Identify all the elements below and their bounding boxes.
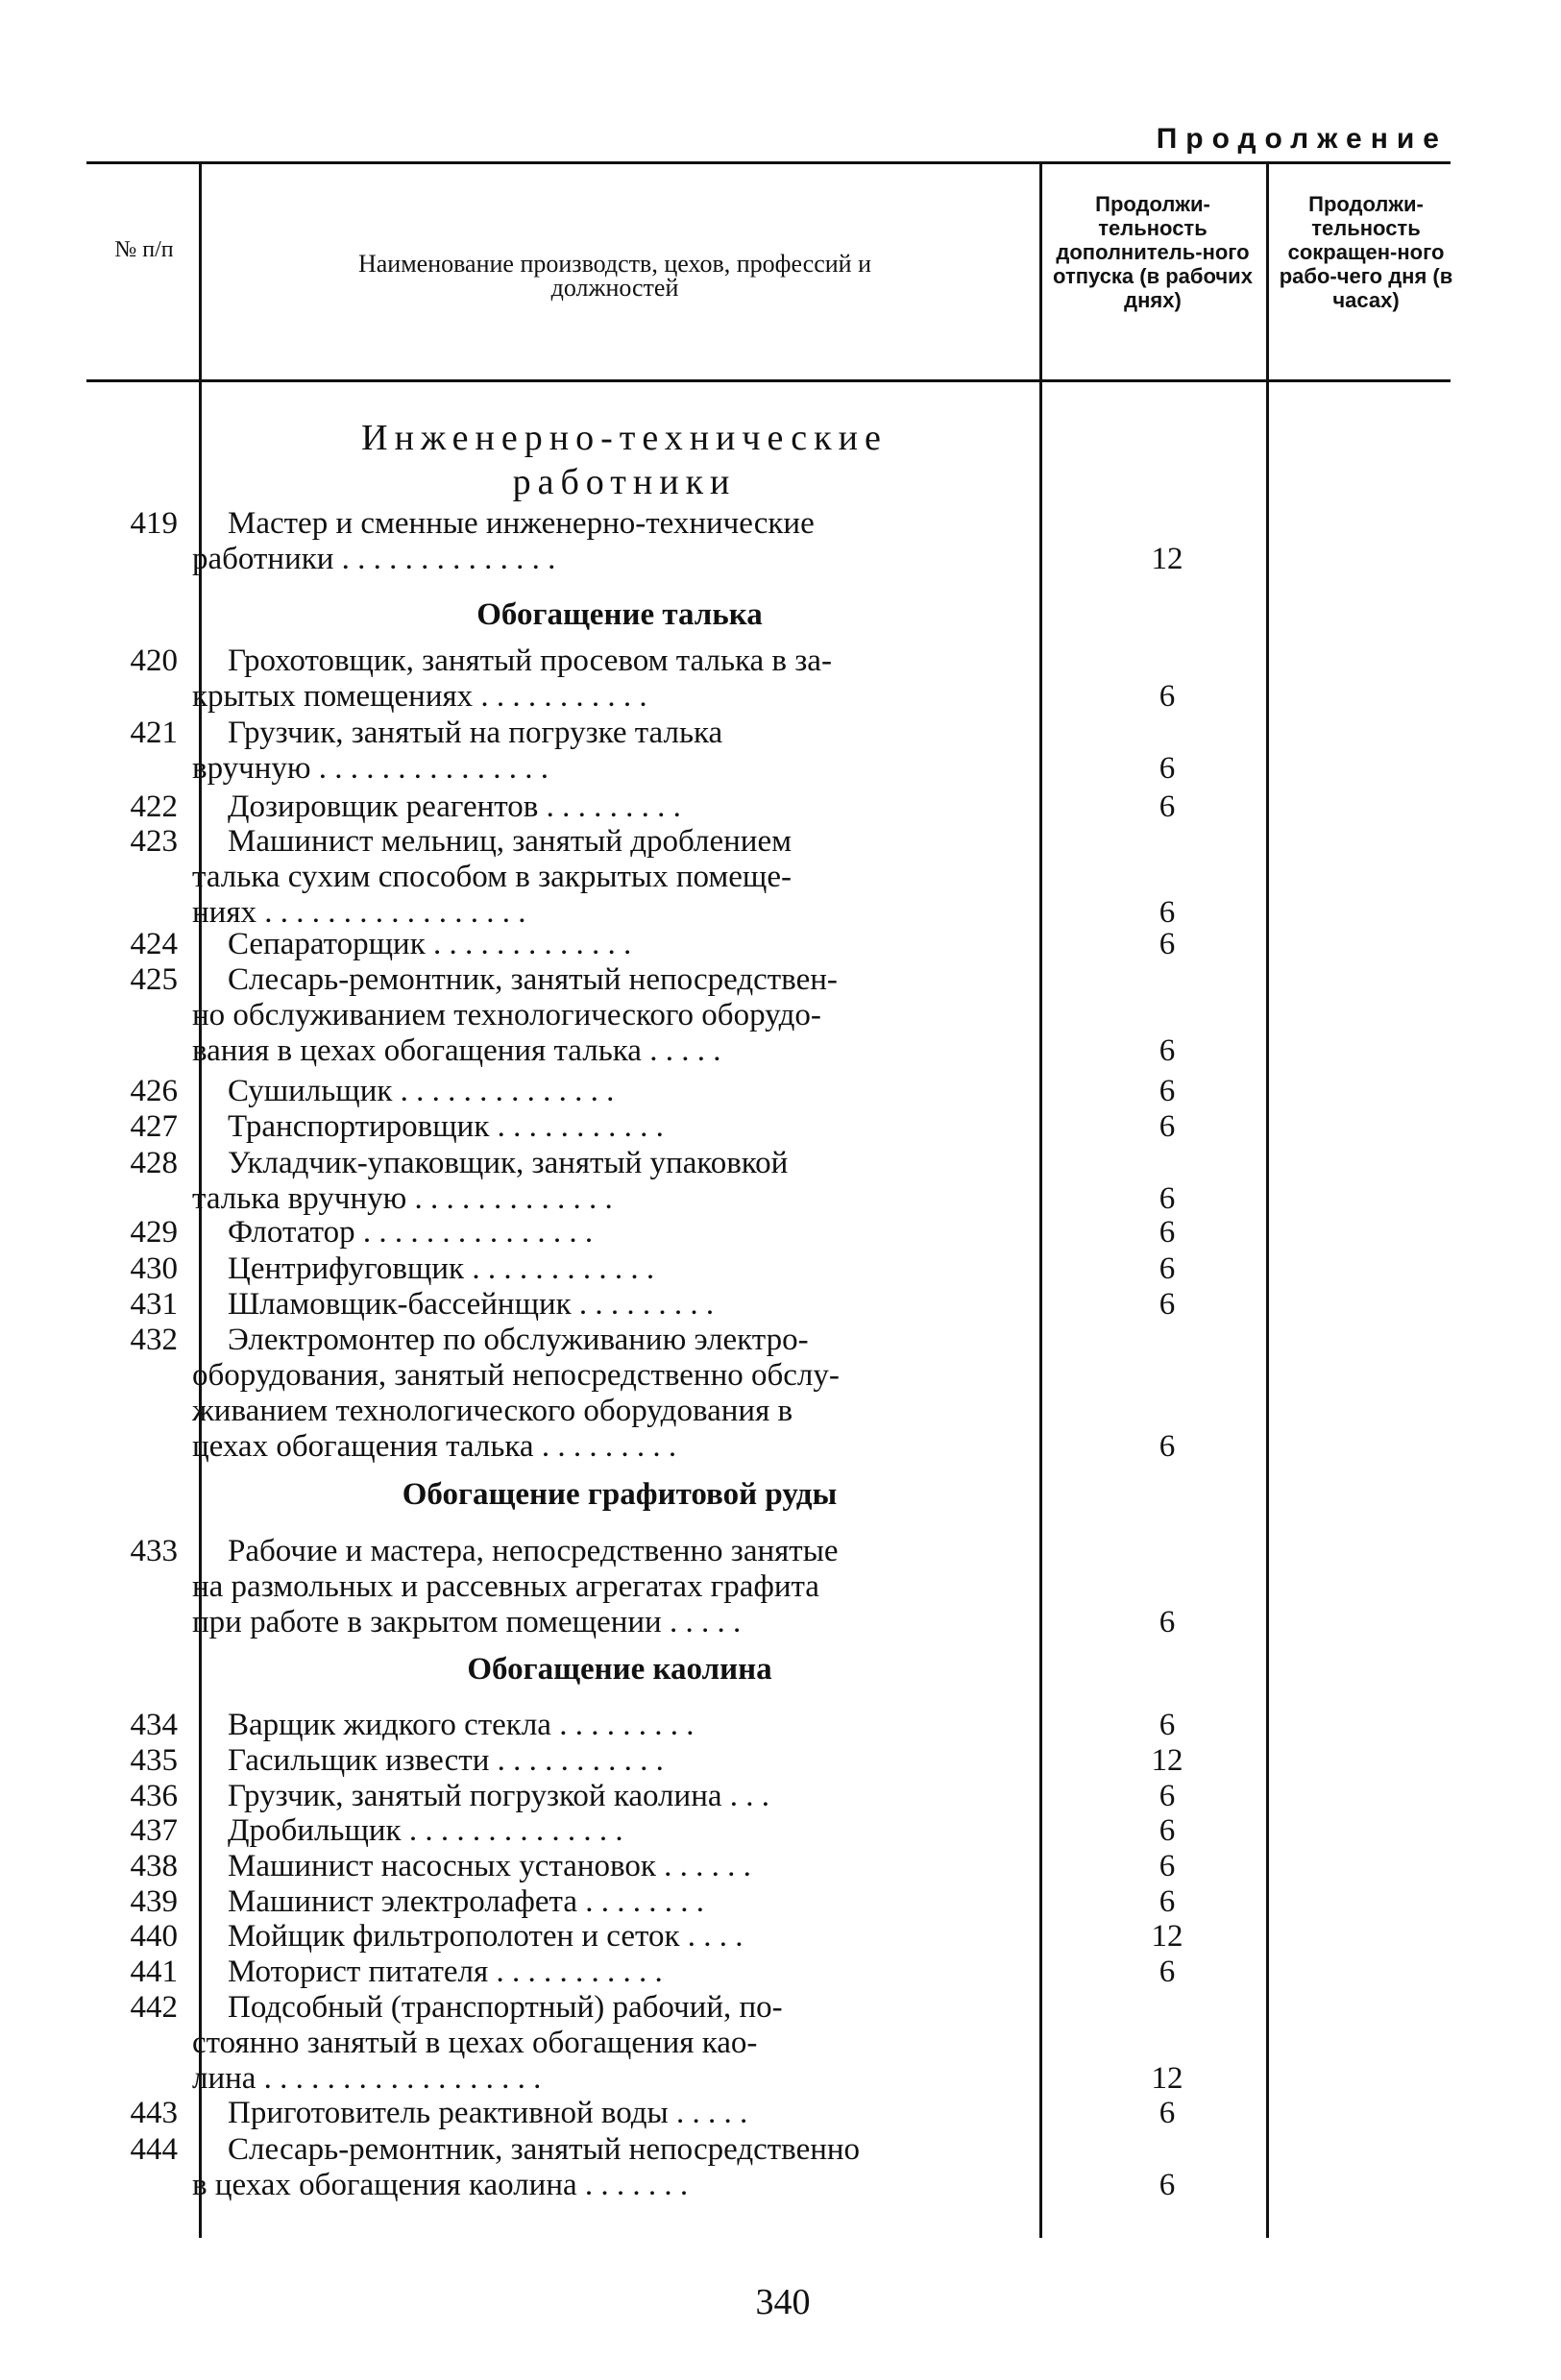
row-title: [228, 1813, 1030, 1849]
row-number: 421: [130, 716, 178, 750]
column-divider-2: [1039, 161, 1042, 2238]
row-title-line: Слесарь-ремонтник, занятый непосредствен-: [228, 962, 838, 997]
row-title-line: Гасильщик извести . . . . . . . . . . .: [228, 1743, 664, 1778]
row-title-line: Мойщик фильтрополотен и сеток . . . .: [228, 1919, 744, 1954]
row-title-line: Грузчик, занятый на погрузке талька: [228, 716, 723, 750]
row-value: 6: [1159, 2096, 1176, 2130]
row-number: 431: [130, 1287, 178, 1322]
row-title: [228, 1884, 1030, 1920]
row-value: 6: [1159, 1813, 1176, 1848]
row-title-line: Мастер и сменные инженерно-технические: [228, 506, 815, 541]
row-title: [228, 1708, 1030, 1743]
row-value: 12: [1151, 2061, 1183, 2096]
row-value: 6: [1159, 1074, 1176, 1108]
row-title-line: Центрифуговщик . . . . . . . . . . . .: [228, 1251, 655, 1286]
row-number: 422: [130, 789, 178, 824]
row-number: 435: [130, 1743, 178, 1778]
row-value: 6: [1159, 1287, 1176, 1322]
row-title-line: крытых помещениях . . . . . . . . . . .: [192, 679, 647, 714]
row-value: 6: [1159, 679, 1176, 714]
row-title-line: Машинист насосных установок . . . . . .: [228, 1849, 751, 1883]
row-number: 432: [130, 1323, 178, 1357]
row-title-line: Электромонтер по обслуживанию электро-: [228, 1323, 809, 1357]
row-title: [228, 927, 1030, 962]
row-title: [192, 506, 1030, 577]
row-number: 427: [130, 1109, 178, 1144]
row-number: 444: [130, 2132, 178, 2167]
header-short-day: Продолжи-тельность сокращен-ного рабо-чего дня (в часах): [1279, 192, 1453, 312]
row-title-line: Сепараторщик . . . . . . . . . . . . .: [228, 927, 632, 961]
row-number: 424: [130, 927, 178, 961]
row-title-line: Грохотовщик, занятый просевом талька в за-: [228, 644, 832, 678]
row-number: 423: [130, 824, 178, 859]
row-number: 433: [130, 1534, 178, 1568]
row-title-line: Шламовщик-бассейнщик . . . . . . . . .: [228, 1287, 715, 1322]
row-number: 430: [130, 1251, 178, 1286]
section-engineering: Инженерно-технические работники: [361, 418, 888, 502]
row-title-line: в цехах обогащения каолина . . . . . . .: [192, 2168, 689, 2202]
row-title-line: Грузчик, занятый погрузкой каолина . . .: [228, 1779, 769, 1813]
section-graphite: Обогащение графитовой руды: [402, 1477, 838, 1512]
row-title: [228, 1287, 1030, 1323]
row-value: 6: [1159, 789, 1176, 824]
row-value: 6: [1159, 1955, 1176, 1989]
row-value: 6: [1159, 751, 1176, 786]
row-title: [192, 1990, 1030, 2097]
row-title-line: на размольных и рассевных агрегатах графита: [192, 1569, 819, 1604]
row-title: [192, 716, 1030, 787]
row-title-line: Дозировщик реагентов . . . . . . . . .: [228, 789, 681, 824]
row-title: [192, 1323, 1030, 1465]
row-number: 443: [130, 2096, 178, 2130]
row-title-line: Сушильщик . . . . . . . . . . . . . .: [228, 1074, 615, 1108]
row-title: [228, 1215, 1030, 1251]
row-title-line: Рабочие и мастера, непосредственно занятые: [228, 1534, 839, 1568]
row-value: 6: [1159, 927, 1176, 961]
row-title-line: Машинист мельниц, занятый дроблением: [228, 824, 792, 859]
row-title: [228, 1919, 1030, 1955]
row-value: 6: [1159, 1605, 1176, 1639]
row-title-line: живанием технологического оборудования в: [192, 1394, 793, 1428]
row-title: [228, 1074, 1030, 1109]
row-title: [192, 1534, 1030, 1640]
page-number: 340: [755, 2282, 811, 2322]
table-top-rule: [86, 161, 1451, 164]
row-title: [192, 962, 1030, 1069]
row-title: [228, 789, 1030, 825]
row-value: 6: [1159, 1429, 1176, 1464]
row-title-line: Подсобный (транспортный) рабочий, по-: [228, 1990, 783, 2025]
section-kaolin: Обогащение каолина: [467, 1652, 772, 1687]
row-title: [192, 1146, 1030, 1217]
row-number: 439: [130, 1884, 178, 1919]
row-number: 425: [130, 962, 178, 997]
continuation-label: Продолжение: [1156, 123, 1448, 155]
row-value: 6: [1159, 1033, 1176, 1068]
row-title: [192, 824, 1030, 931]
row-number: 437: [130, 1813, 178, 1848]
row-number: 429: [130, 1215, 178, 1250]
row-title: [192, 2132, 1030, 2203]
row-title-line: ниях . . . . . . . . . . . . . . . . .: [192, 895, 526, 930]
row-title-line: Укладчик-упаковщик, занятый упаковкой: [228, 1146, 789, 1180]
row-title-line: Слесарь-ремонтник, занятый непосредственно: [228, 2132, 861, 2167]
row-title: [192, 644, 1030, 715]
row-value: 6: [1159, 1708, 1176, 1742]
row-title: [228, 1109, 1030, 1145]
row-number: 419: [130, 506, 178, 541]
row-title-line: вания в цехах обогащения талька . . . . .: [192, 1033, 721, 1068]
row-title-line: при работе в закрытом помещении . . . . .: [192, 1605, 742, 1639]
row-title-line: Флотатор . . . . . . . . . . . . . . .: [228, 1215, 594, 1250]
row-title-line: Транспортировщик . . . . . . . . . . .: [228, 1109, 664, 1144]
row-title-line: Дробильщик . . . . . . . . . . . . . .: [228, 1813, 623, 1848]
row-title: [228, 1743, 1030, 1779]
row-title-line: Моторист питателя . . . . . . . . . . .: [228, 1955, 663, 1989]
row-title: [228, 2096, 1030, 2131]
row-title: [228, 1955, 1030, 1990]
row-number: 428: [130, 1146, 178, 1180]
row-number: 420: [130, 644, 178, 678]
row-value: 12: [1151, 1743, 1183, 1778]
row-number: 441: [130, 1955, 178, 1989]
row-value: 12: [1151, 1919, 1183, 1954]
row-value: 6: [1159, 1109, 1176, 1144]
row-number: 434: [130, 1708, 178, 1742]
row-title-line: талька вручную . . . . . . . . . . . . .: [192, 1181, 613, 1216]
row-title-line: но обслуживанием технологического оборудо-: [192, 998, 821, 1032]
row-number: 442: [130, 1990, 178, 2025]
row-value: 6: [1159, 1215, 1176, 1250]
row-value: 6: [1159, 1251, 1176, 1286]
row-title-line: работники . . . . . . . . . . . . . .: [192, 542, 556, 576]
row-title-line: Машинист электролафета . . . . . . . .: [228, 1884, 704, 1919]
header-extra-leave: Продолжи-тельность дополнитель-ного отпуска (в рабочих днях): [1053, 192, 1253, 312]
header-number: № п/п: [114, 237, 174, 262]
row-title-line: оборудования, занятый непосредственно обслу-: [192, 1358, 840, 1393]
row-value: 6: [1159, 895, 1176, 930]
row-value: 6: [1159, 2168, 1176, 2202]
header-name: Наименование производств, цехов, профессий и должностей: [357, 250, 871, 302]
row-number: 436: [130, 1779, 178, 1813]
row-value: 12: [1151, 542, 1183, 576]
row-title: [228, 1849, 1030, 1884]
row-value: 6: [1159, 1884, 1176, 1919]
row-title-line: Приготовитель реактивной воды . . . . .: [228, 2096, 748, 2130]
row-title-line: Варщик жидкого стекла . . . . . . . . .: [228, 1708, 695, 1742]
row-value: 6: [1159, 1849, 1176, 1883]
section-talc: Обогащение талька: [476, 597, 763, 632]
row-value: 6: [1159, 1181, 1176, 1216]
header-bottom-rule: [86, 379, 1451, 382]
row-title-line: стоянно занятый в цехах обогащения као-: [192, 2026, 758, 2060]
row-title-line: цехах обогащения талька . . . . . . . . .: [192, 1429, 677, 1464]
row-title: [228, 1251, 1030, 1287]
row-value: 6: [1159, 1779, 1176, 1813]
row-title: [228, 1779, 1030, 1814]
row-number: 438: [130, 1849, 178, 1883]
row-title-line: вручную . . . . . . . . . . . . . . .: [192, 751, 549, 786]
row-number: 426: [130, 1074, 178, 1108]
row-title-line: талька сухим способом в закрытых помеще-: [192, 860, 792, 894]
column-divider-3: [1266, 161, 1269, 2238]
row-title-line: лина . . . . . . . . . . . . . . . . . .: [192, 2061, 542, 2096]
row-number: 440: [130, 1919, 178, 1954]
